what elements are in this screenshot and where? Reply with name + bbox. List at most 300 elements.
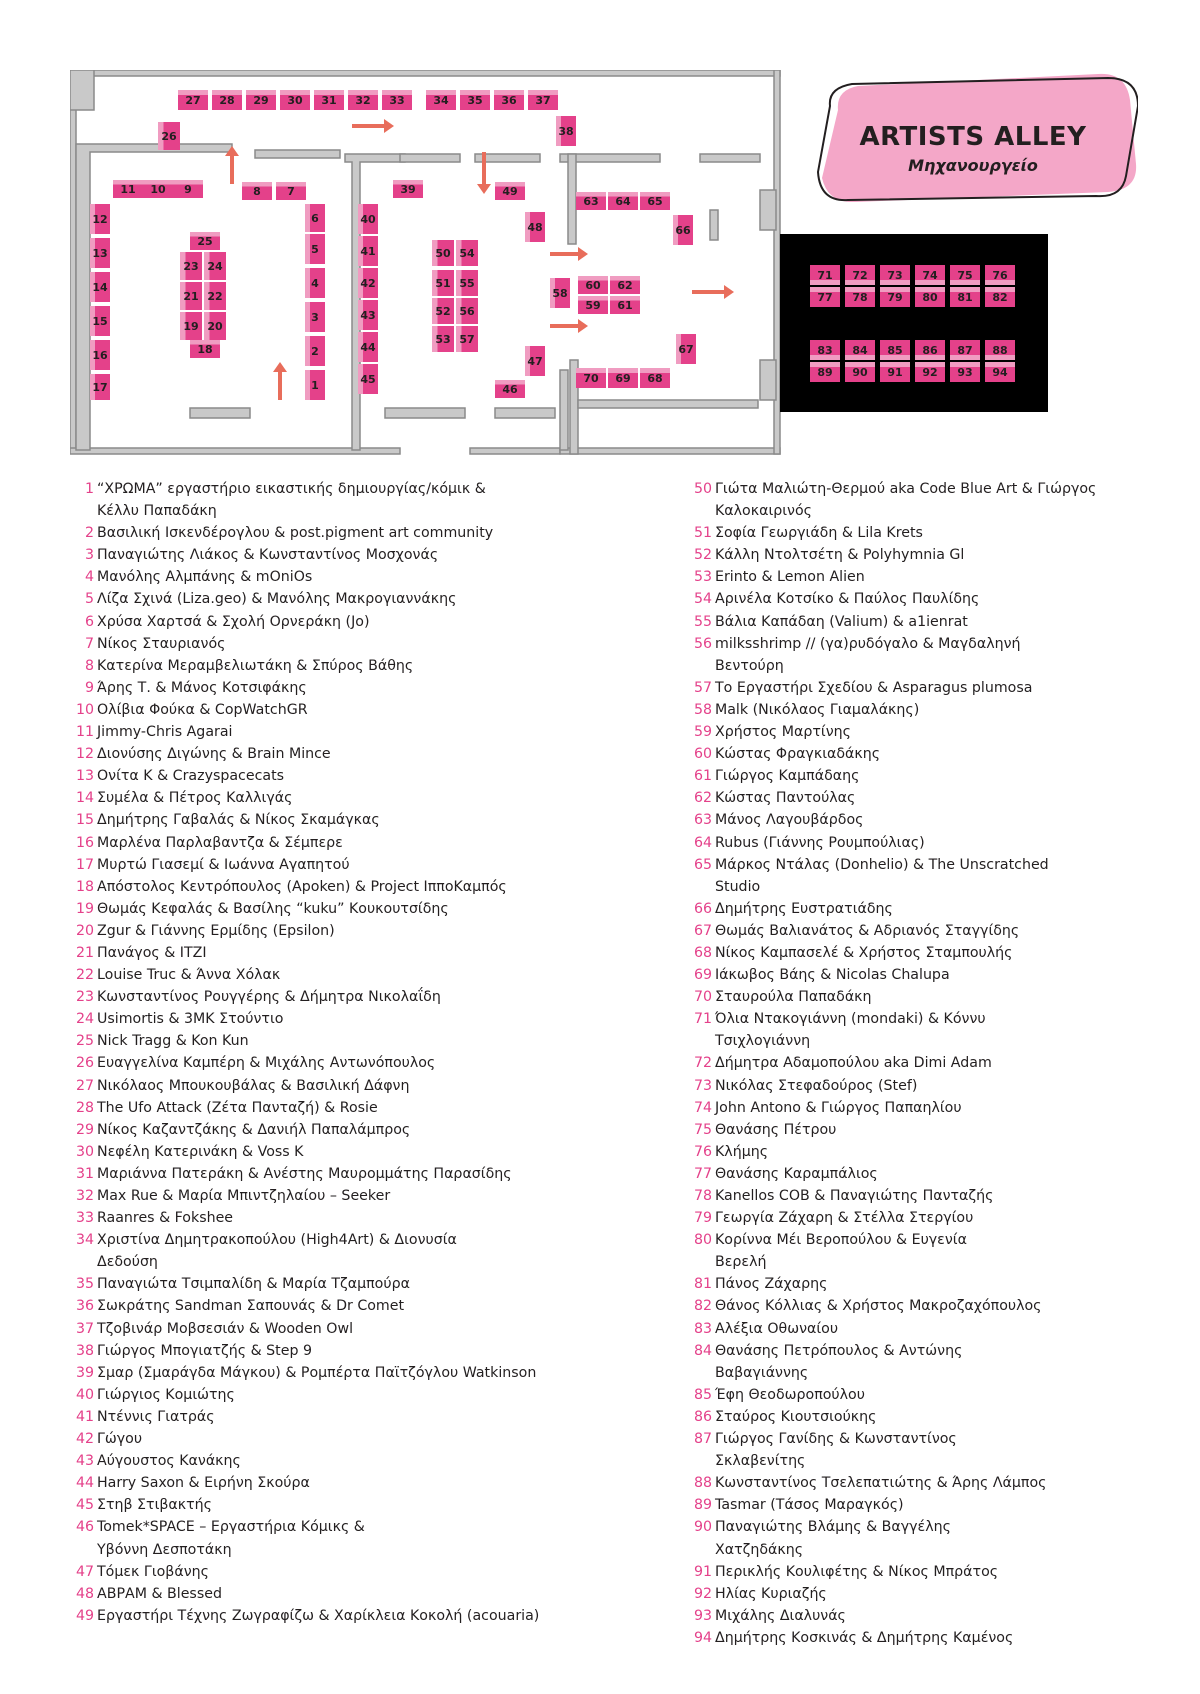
stall-36 [494,90,524,110]
arrow-head [578,319,588,333]
stall-11 [113,180,143,198]
stall-number: 5 [311,243,319,256]
exhibitor-name: Σμαρ (Σμαράγδα Μάγκου) & Ρομπέρτα Παϊτζόγλου Watkinson [97,1364,537,1381]
exhibitor-number: 69 [693,967,712,984]
exhibitor-entry [72,1561,672,1583]
exhibitor-name: Χρήστος Μαρτίνης [715,724,851,741]
stall-number: 84 [852,344,868,357]
exhibitor-number: 52 [693,547,712,564]
exhibitor-entry [690,588,1190,610]
exhibitor-name: Zgur & Γιάννης Ερμίδης (Epsilon) [97,922,335,939]
stall-number: 8 [253,185,261,198]
exhibitor-number: 29 [75,1121,94,1138]
stall-25 [190,232,220,250]
stall-number: 1 [311,379,319,392]
exhibitor-name: Μάνος Λαγουβάρδος [715,812,864,829]
exhibitor-number-spacer [690,1539,712,1561]
exhibitor-entry [72,588,672,610]
exhibitor-number: 18 [75,878,94,895]
stall-number: 92 [922,366,938,379]
stall-46 [495,380,525,398]
arrow-head [273,362,287,372]
exhibitor-entry [72,633,672,655]
exhibitor-name: Νικόλαος Μπουκουβάλας & Βασιλική Δάφνη [97,1077,410,1094]
exhibitor-entry [72,1185,672,1207]
stall-number: 69 [615,372,631,385]
stall-number: 76 [992,269,1008,282]
stall-61 [610,296,640,314]
exhibitor-entry [690,1318,1190,1340]
stall-87 [950,340,980,360]
exhibitor-number: 35 [75,1276,94,1293]
exhibitor-number: 27 [75,1077,94,1094]
stall-number: 66 [675,224,691,237]
stall-84 [845,340,875,360]
exhibitor-name-continued: Studio [715,878,761,895]
exhibitor-entry [72,611,672,633]
exhibitor-entry [72,1075,672,1097]
stall-number: 73 [887,269,903,282]
exhibitor-entry [72,1583,672,1605]
exhibitor-number: 91 [693,1563,712,1580]
stall-layer [90,90,696,400]
exhibitor-number: 8 [84,657,94,674]
exhibitor-entry [72,898,672,920]
exhibitor-number: 49 [75,1607,94,1624]
stall-12 [90,204,110,234]
stall-number: 62 [617,279,633,292]
exhibitor-entry [72,1318,672,1340]
exhibitor-number: 16 [75,834,94,851]
exhibitor-number: 24 [75,1011,94,1028]
stall-number: 23 [183,260,199,273]
stall-33 [382,90,412,110]
exhibitor-entry [72,1295,672,1317]
exhibitor-number: 94 [693,1629,712,1646]
stall-table-edge [305,370,310,400]
exhibitor-number: 76 [693,1143,712,1160]
exhibitor-entry [72,1030,672,1052]
exhibitor-entry [690,765,1190,787]
exhibitor-entry [690,832,1190,854]
exhibitor-name-continued: Τσιχλογιάννη [715,1033,811,1050]
exhibitor-number: 45 [75,1497,94,1514]
exhibitor-number: 33 [75,1210,94,1227]
exhibitor-number: 87 [693,1431,712,1448]
stall-number: 45 [360,373,376,386]
exhibitor-number: 80 [693,1232,712,1249]
direction-arrow-icon [273,362,287,400]
exhibitor-entry [690,1295,1190,1317]
exhibitor-name: Δήμητρα Αδαμοπούλου aka Dimi Adam [715,1055,992,1072]
arrow-head [384,119,394,133]
stall-37 [528,90,558,110]
exhibitor-name: Γιώργιος Κομιώτης [97,1386,235,1403]
exhibitor-entry [690,677,1190,699]
exhibitor-entry [72,1605,672,1627]
stall-number: 78 [852,291,868,304]
exhibitor-entry [72,1450,672,1472]
exhibitor-entry [690,1119,1190,1141]
exhibitor-entry [72,566,672,588]
exhibitor-entry [690,1406,1190,1428]
exhibitor-number: 68 [693,944,712,961]
stall-10 [143,180,173,198]
exhibitor-number-spacer [690,1450,712,1472]
stall-number: 15 [92,315,108,328]
exhibitor-name: Jimmy-Chris Agarai [97,724,233,741]
exhibitor-number: 22 [75,967,94,984]
exhibitor-number-spacer [690,655,712,677]
stall-number: 59 [585,299,601,312]
stall-69 [608,368,638,388]
stall-number: 91 [887,366,903,379]
stall-number: 47 [527,355,543,368]
stall-17 [90,374,110,400]
stall-92 [915,362,945,382]
exhibitor-name: Νικόλας Στεφαδούρος (Stef) [715,1077,918,1094]
exhibitor-number: 20 [75,922,94,939]
exhibitor-entry [72,1163,672,1185]
stall-64 [608,192,638,210]
stall-52 [432,298,454,324]
exhibitor-number: 3 [84,547,94,564]
exhibitor-number: 19 [75,900,94,917]
exhibitor-name: Λίζα Σχινά (Liza.geo) & Μανόλης Μακρογιαννάκης [97,591,457,608]
exhibitor-name-continued: Χατζηδάκης [715,1541,804,1558]
exhibitor-name: Raanres & Fokshee [97,1210,234,1227]
exhibitor-entry [72,721,672,743]
exhibitor-name: Kanellos COB & Παναγιώτης Πανταζής [715,1188,994,1204]
stall-number: 22 [207,290,223,303]
stall-number: 52 [435,305,451,318]
exhibitor-number: 81 [693,1276,712,1293]
exhibitor-entry [72,1207,672,1229]
exhibitor-entry [690,1494,1190,1516]
exhibitor-number: 54 [693,591,712,608]
exhibitor-entry [72,1097,672,1119]
exhibitor-name: Περικλής Κουλιφέτης & Νίκος Μπράτος [715,1563,999,1580]
exhibitor-entry [690,1163,1190,1185]
stall-number: 18 [197,343,213,356]
exhibitor-name: Αρινέλα Κοτσίκο & Παύλος Παυλίδης [715,591,980,608]
exhibitor-number: 32 [75,1188,94,1204]
exhibitor-entry [690,1185,1190,1207]
exhibitor-number: 2 [84,525,94,542]
exhibitor-entry [690,1340,1190,1362]
exhibitor-name: Δημήτρης Ευστρατιάδης [715,900,893,917]
exhibitor-number: 41 [75,1408,94,1425]
stall-57 [456,326,478,352]
exhibitor-name: Ευαγγελίνα Καμπέρη & Μιχάλης Αντωνόπουλος [97,1055,436,1072]
exhibitor-number: 72 [693,1055,712,1072]
exhibitor-entry-continued [690,1030,1190,1052]
exhibitor-name: Θωμάς Βαλιανάτος & Αδριανός Σταγγίδης [715,922,1020,939]
exhibitor-entry [72,1362,672,1384]
stall-34 [426,90,456,110]
exhibitor-name: Νίκος Καζαντζάκης & Δανιήλ Παπαλάμπρος [97,1121,411,1138]
exhibitor-name: Louise Truc & Άννα Χόλακ [97,967,281,984]
exhibitor-entry [690,478,1190,500]
exhibitor-entry [690,1273,1190,1295]
exhibitor-number-spacer [690,1030,712,1052]
stall-18 [190,340,220,358]
stall-number: 13 [92,247,108,260]
exhibitor-name: Απόστολος Κεντρόπουλος (Apoken) & Project ΙπποΚαμπός [97,878,507,895]
exhibitor-name: Ιάκωβος Βάης & Nicolas Chalupa [715,967,950,984]
stall-56 [456,298,478,324]
exhibitor-name: John Antono & Γιώργος Παπαηλίου [715,1099,962,1116]
stall-68 [640,368,670,388]
exhibitor-number: 93 [693,1607,712,1624]
exhibitor-name: Παναγιώτης Λιάκος & Κωνσταντίνος Μοσχονάς [97,547,439,564]
exhibitor-entry [72,765,672,787]
exhibitor-number: 4 [84,569,94,586]
exhibitor-entry [72,854,672,876]
stall-93 [950,362,980,382]
stall-number: 57 [459,333,475,346]
exhibitor-name: Το Εργαστήρι Σχεδίου & Asparagus plumosa [715,679,1033,696]
stall-2 [305,336,325,366]
direction-arrow-icon [352,119,394,133]
exhibitor-entry [72,1516,672,1538]
exhibitor-entry [690,522,1190,544]
exhibitor-name: Usimortis & 3MK Στούντιο [97,1011,284,1028]
stall-table-edge [305,204,310,232]
exhibitor-number: 30 [75,1143,94,1160]
exhibitor-name: Θανάσης Πετρόπουλος & Αντώνης [715,1342,963,1359]
exhibitor-number: 23 [75,989,94,1006]
exhibitor-entry [72,743,672,765]
exhibitor-entry [72,677,672,699]
exhibitor-entry [72,1141,672,1163]
stall-49 [495,182,525,200]
page-subtitle: Μηχανουργείο [908,156,1038,175]
stall-number: 25 [197,235,213,248]
exhibitor-entry [690,1097,1190,1119]
stall-35 [460,90,490,110]
exhibitor-name: Νίκος Σταυριανός [97,635,226,652]
exhibitor-name: Αύγουστος Κανάκης [97,1453,241,1470]
stall-number: 67 [678,343,694,356]
arrow-head [578,247,588,261]
stall-74 [915,265,945,285]
exhibitor-number: 39 [75,1364,94,1381]
stall-number: 35 [467,94,483,107]
exhibitor-name: Σταύρος Κιουτσιούκης [715,1408,877,1425]
stall-number: 36 [501,94,517,107]
exhibitor-entry [72,1008,672,1030]
exhibitor-name: Τόμεκ Γιοβάνης [97,1563,209,1580]
exhibitor-entry [690,942,1190,964]
stall-number: 10 [150,183,166,196]
exhibitor-number: 70 [693,989,712,1006]
exhibitor-name: Νεφέλη Κατερινάκη & Voss K [97,1143,304,1160]
exhibitor-number: 9 [84,679,94,696]
exhibitor-entry [72,832,672,854]
stall-55 [456,270,478,296]
stall-6 [305,204,325,232]
exhibitor-number: 10 [75,701,94,718]
exhibitor-name-continued: Κέλλυ Παπαδάκη [97,503,217,520]
exhibitor-entry [690,1207,1190,1229]
exhibitor-number: 78 [693,1188,712,1204]
stall-number: 79 [887,291,903,304]
arrow-head [724,285,734,299]
exhibitor-number: 64 [693,834,712,851]
exhibitor-entry [690,1472,1190,1494]
exhibitor-entry [690,898,1190,920]
stall-number: 17 [92,381,108,394]
exhibitor-name: Θανάσης Καραμπάλιος [715,1165,878,1182]
exhibitor-entry [690,787,1190,809]
exhibitor-number: 55 [693,613,712,630]
stall-65 [640,192,670,210]
stall-number: 11 [120,183,136,196]
exhibitor-number: 51 [693,525,712,542]
stall-number: 30 [287,94,303,107]
exhibitor-name: Ηλίας Κυριαζής [715,1585,827,1602]
stall-number: 58 [552,287,568,300]
stall-27 [178,90,208,110]
stall-79 [880,287,910,307]
exhibitor-number: 88 [693,1475,712,1492]
stall-number: 37 [535,94,551,107]
exhibitor-name: Μυρτώ Γιασεμί & Ιωάννα Αγαπητού [97,856,350,873]
exhibitor-name: Tasmar (Τάσος Μαραγκός) [715,1497,904,1514]
exhibitor-name: “ΧΡΩΜΑ” εργαστήριο εικαστικής δημιουργίας/κόμικ & [97,481,486,497]
stall-32 [348,90,378,110]
exhibitor-name-continued: Δεδούση [97,1254,158,1271]
exhibitor-number: 12 [75,746,94,763]
stall-30 [280,90,310,110]
exhibitor-name: Διονύσης Διγώνης & Brain Mince [97,746,331,763]
exhibitor-number-spacer [72,1251,94,1273]
stall-number: 19 [183,320,199,333]
exhibitor-number: 77 [693,1165,712,1182]
exhibitor-entry-continued [690,655,1190,677]
stall-number: 42 [360,277,376,290]
exhibitor-name: Θωμάς Κεφαλάς & Βασίλης “kuku” Κουκουτσίδης [97,900,449,917]
exhibitor-name: Πάνος Ζάχαρης [715,1276,828,1293]
exhibitor-name: ΑΒΡΑΜ & Blessed [97,1585,222,1602]
stall-53 [432,326,454,352]
exhibitor-entry [690,1384,1190,1406]
stall-number: 34 [433,94,449,107]
stall-number: 4 [311,277,319,290]
stall-number: 88 [992,344,1008,357]
exhibitor-name: Max Rue & Μαρία Μπιντζηλαίου – Seeker [97,1188,391,1204]
stall-78 [845,287,875,307]
stall-13 [90,238,110,268]
exhibitor-name: Μαριάννα Πατεράκη & Ανέστης Μαυρομμάτης Παρασίδης [97,1165,512,1182]
exhibitor-entry [690,611,1190,633]
exhibitor-number: 79 [693,1210,712,1227]
stall-number: 54 [459,247,475,260]
exhibitor-entry-continued [690,1251,1190,1273]
exhibitor-entry-continued [72,1251,672,1273]
exhibitor-name: Παναγιώτα Τσιμπαλίδη & Μαρία Τζαμπούρα [97,1276,410,1293]
stall-number: 12 [92,213,108,226]
stall-number: 6 [311,212,319,225]
stall-67 [676,334,696,364]
stall-42 [358,268,378,298]
exhibitor-entry [690,920,1190,942]
stall-number: 20 [207,320,223,333]
exhibitor-entry [690,1229,1190,1251]
exhibitor-number: 25 [75,1033,94,1050]
stall-number: 90 [852,366,868,379]
exhibitor-name: Nick Tragg & Kon Kun [97,1033,249,1050]
exhibitor-name: Όλια Ντακογιάννη (mondaki) & Κόννυ [715,1011,986,1028]
stall-38 [556,116,576,146]
stall-number: 29 [253,94,269,107]
stall-number: 40 [360,213,376,226]
exhibitor-number: 17 [75,856,94,873]
exhibitor-number: 58 [693,701,712,718]
exhibitor-name: Κώστας Φραγκιαδάκης [715,746,881,763]
stall-number: 89 [817,366,833,379]
exhibitor-entry [72,1229,672,1251]
exhibitor-number-spacer [690,500,712,522]
exhibitor-name: Κλήμης [715,1143,769,1160]
exhibitor-entry [690,1583,1190,1605]
exhibitor-name: Κωνσταντίνος Ρουγγέρης & Δήμητρα Νικολαΐδη [97,989,441,1006]
exhibitor-number-spacer [72,1539,94,1561]
exhibitor-name: Κωνσταντίνος Τσελεπατιώτης & Άρης Λάμπος [715,1475,1047,1492]
exhibitor-number: 57 [693,679,712,696]
stall-29 [246,90,276,110]
stall-number: 27 [185,94,201,107]
exhibitor-name: Χρύσα Χαρτσά & Σχολή Ορνεράκη (Jo) [97,613,370,630]
stall-number: 83 [817,344,833,357]
exhibitor-number: 46 [75,1519,94,1536]
stall-table-edge [305,268,310,298]
stall-43 [358,300,378,330]
stall-72 [845,265,875,285]
stall-31 [314,90,344,110]
stall-66 [673,215,693,245]
exhibitor-number: 37 [75,1320,94,1337]
exhibitor-entry [72,699,672,721]
exhibitor-entry [690,1428,1190,1450]
direction-arrow-icon [692,285,734,299]
stall-89 [810,362,840,382]
exhibitor-number: 47 [75,1563,94,1580]
stall-number: 87 [957,344,973,357]
exhibitor-name: Μανόλης Αλμπάνης & mOniOs [97,569,313,586]
stall-number: 26 [161,130,177,143]
exhibitor-name: Ονίτα Κ & Crazyspacecats [97,768,285,785]
stall-number: 28 [219,94,235,107]
exhibitor-entry [72,876,672,898]
stall-number: 38 [558,125,574,138]
exhibitor-list-left [72,478,672,1627]
exhibitor-name: Κορίννα Μέι Βεροπούλου & Ευγενία [715,1232,967,1249]
exhibitor-entry [690,986,1190,1008]
exhibitor-name: milksshrimp // (γα)ρυδόγαλο & Μαγδαληνή [715,635,1021,652]
exhibitor-name: Γιώργος Γανίδης & Κωνσταντίνος [715,1431,957,1448]
stall-83 [810,340,840,360]
exhibitor-number: 44 [75,1475,94,1492]
stall-number: 9 [184,183,192,196]
stall-number: 70 [583,372,599,385]
exhibitor-number: 28 [75,1099,94,1116]
stall-number: 80 [922,291,938,304]
exhibitor-number: 6 [84,613,94,630]
exhibitor-entry [690,1008,1190,1030]
exhibitor-number: 21 [75,944,94,961]
